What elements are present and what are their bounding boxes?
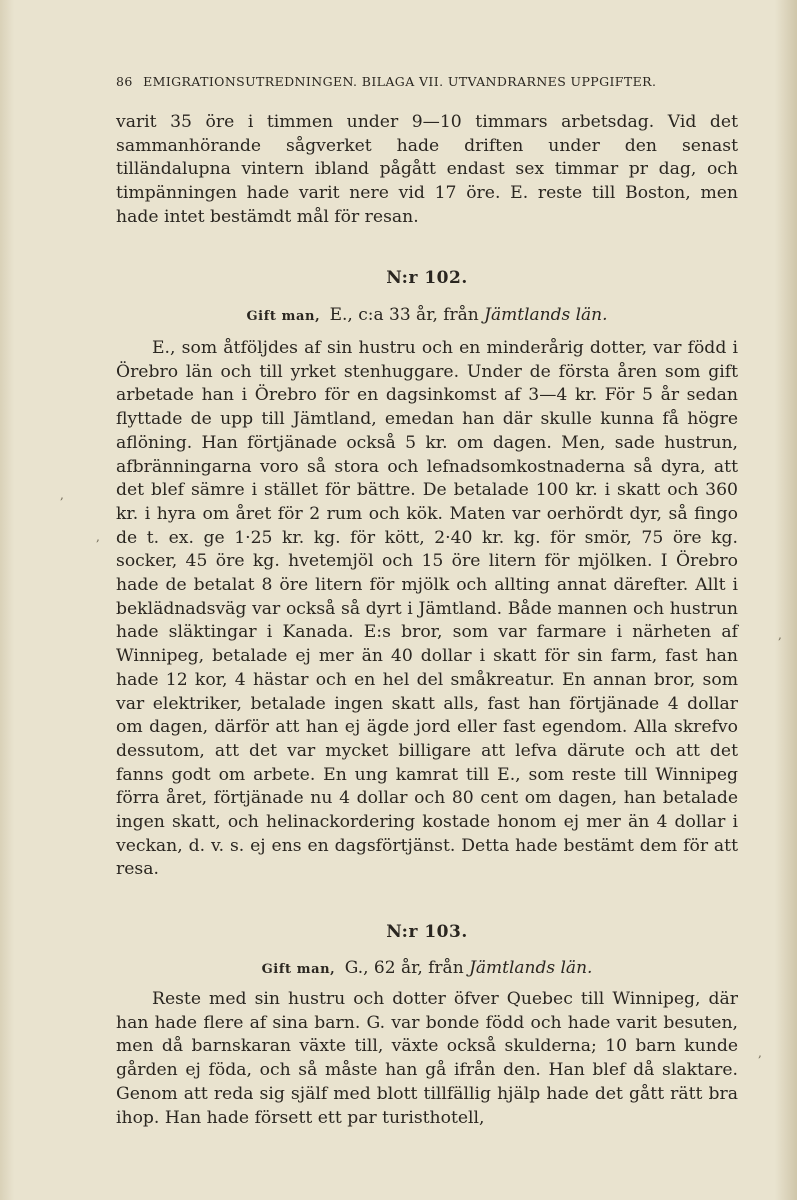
margin-speck: ,: [60, 488, 64, 502]
running-title: EMIGRATIONSUTREDNINGEN. BILAGA VII. UTVANDRARNES UPPGIFTER.: [143, 74, 657, 89]
entry-heading-102: N:r 102.: [386, 268, 468, 288]
entry-details-102: E., c:a 33 år, från: [329, 305, 479, 325]
entry-subline-103: [116, 958, 738, 978]
page-left-edge: [0, 0, 14, 1200]
entry-subline-102: [116, 305, 738, 325]
entry-county-103: Jämtlands län.: [469, 958, 593, 978]
margin-speck: ,: [778, 628, 782, 642]
entry-text-103: Reste med sin hustru och dotter öfver Quebec till Winnipeg, där han hade flere af sina barn. G. var bonde född och hade varit besuten, men då barnskaran växte till, växte också skulderna; 10 barn kunde gården ej föda, och så måste han gå ifrån den. Han blef då slaktare. Genom att reda sig själf med blott tillfällig hjälp hade det gått rätt bra ihop. Han hade försett ett par turisthotell,: [116, 989, 738, 1128]
entry-lead-102: Gift man,: [246, 309, 321, 324]
page-number: 86: [116, 74, 133, 89]
page-right-edge: [775, 0, 797, 1200]
margin-speck: ,: [96, 530, 100, 544]
entry-details-103: G., 62 år, från: [344, 958, 464, 978]
entry-heading-103: N:r 103.: [386, 922, 468, 942]
margin-speck: ,: [758, 1046, 762, 1060]
continuation-paragraph: varit 35 öre i timmen under 9—10 timmars arbetsdag. Vid det sammanhörande sågverket hade driften under den senast tilländalupna vintern ibland pågått endast sex timmar pr dag, och timpänningen hade varit nere vid 17 öre. E. reste till Boston, men hade intet bestämdt mål för resan.: [116, 112, 738, 227]
entry-lead-103: Gift man,: [261, 962, 336, 977]
entry-text-102: E., som åtföljdes af sin hustru och en minderårig dotter, var född i Örebro län och till yrket stenhuggare. Under de första åren som gift arbetade han i Örebro för en dagsinkomst af 3—4 kr. För 5 år sedan flyttade de upp till Jämtland, emedan han där skulle kunna få högre aflöning. Han förtjänade också 5 kr. om dagen. Men, sade hustrun, afbränningarna voro så stora och lefnadsomkostnaderna så dyra, att det blef sämre i stället för bättre. De betalade 100 kr. i skatt och 360 kr. i hyra om året för 2 rum och kök. Maten var oerhördt dyr, så fingo de t. ex. ge 1·25 kr. kg. för kött, 2·40 kr. kg. för smör, 75 öre kg. socker, 45 öre kg. hvetemjöl och 15 öre litern för mjölken. I Örebro hade de betalat 8 öre litern för mjölk och allting annat därefter. Allt i beklädnadsväg var också så dyrt i Jämtland. Både mannen och hustrun hade släktingar i Kanada. E:s bror, som var farmare i närheten af Winnipeg, betalade ej mer än 40 dollar i skatt för sin farm, fast han hade 12 kor, 4 hästar och en hel del småkreatur. En annan bror, som var elektriker, betalade ingen skatt alls, fast han förtjänade 4 dollar om dagen, därför att han ej ägde jord eller fast egendom. Alla skrefvo dessutom, att det var mycket billigare att lefva därute och att det fanns godt om arbete. En ung kamrat till E., som reste till Winnipeg förra året, förtjänade nu 4 dollar och 80 cent om dagen, han betalade ingen skatt, och helinackordering kostade honom ej mer än 4 dollar i veckan, d. v. s. ej ens en dagsförtjänst. Detta hade bestämt dem för att resa.: [116, 338, 738, 880]
entry-county-102: Jämtlands län.: [484, 305, 608, 325]
running-header: [116, 74, 738, 89]
